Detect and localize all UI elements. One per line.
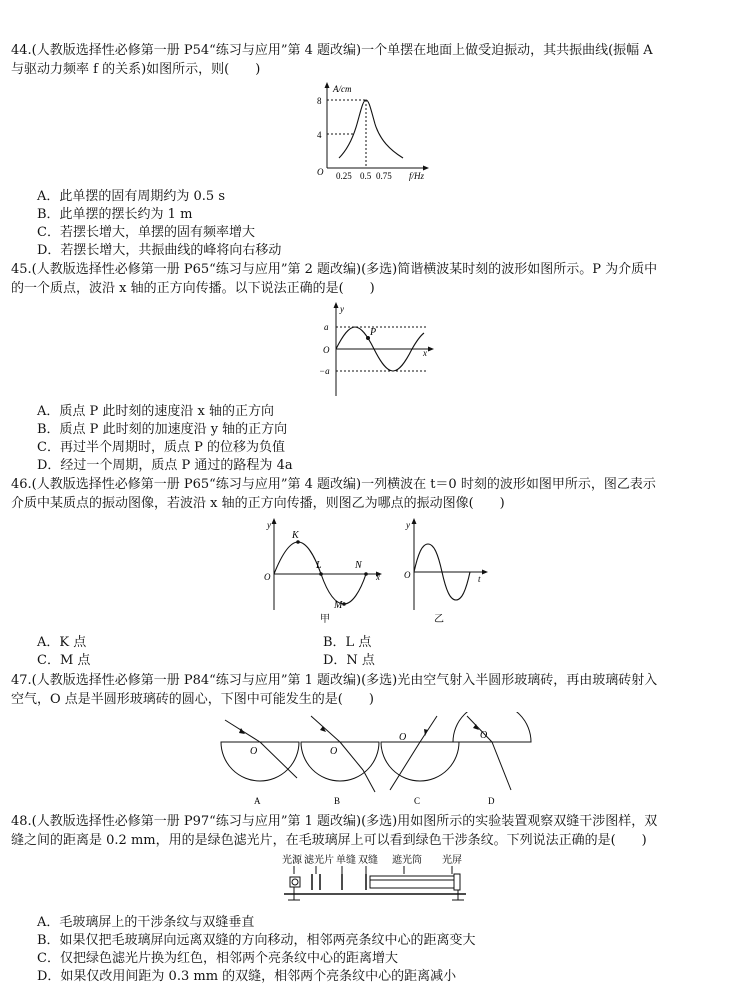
q48-option-d: D．如果仅改用间距为 0.3 mm 的双缝，相邻两个亮条纹中心的距离减小 — [37, 969, 457, 984]
q44-option-c: C．若摆长增大，单摆的固有频率增大 — [37, 225, 255, 240]
x-axis-label: f/Hz — [409, 171, 425, 181]
label-b: B — [334, 796, 341, 806]
caption-jia: 甲 — [320, 614, 330, 625]
q48-option-c: C．仅把绿色滤光片换为红色，相邻两个亮条纹中心的距离增大 — [37, 951, 398, 966]
label-screen: 光屏 — [442, 855, 462, 866]
light-tube — [370, 876, 454, 888]
q48-double-slit-apparatus — [280, 852, 470, 908]
y-axis-label: y — [340, 304, 344, 314]
q45-stem-line1: 45.(人教版选择性必修第一册 P65“练习与应用”第 2 题改编)(多选)简谐横波某时刻的波形如图所示。P 为介质中 — [11, 262, 658, 277]
q45-option-c: C．再过半个周期时，质点 P 的位移为负值 — [37, 440, 285, 455]
center-o-d: O — [480, 730, 488, 741]
q44-option-a: A．此单摆的固有周期约为 0.5 s — [37, 189, 225, 204]
center-o-b: O — [330, 746, 338, 757]
amp-neg-label: −a — [319, 366, 330, 376]
x-tick-05: 0.5 — [360, 171, 372, 181]
center-o-c: O — [399, 732, 407, 743]
label-a: A — [254, 796, 261, 806]
q45-option-a: A．质点 P 此时刻的速度沿 x 轴的正方向 — [37, 404, 274, 419]
q45-option-d: D．经过一个周期，质点 P 通过的路程为 4a — [37, 458, 293, 473]
label-single-slit: 单缝 — [336, 855, 356, 866]
q44-option-b: B．此单摆的摆长约为 1 m — [37, 207, 193, 222]
center-o-a: O — [250, 746, 258, 757]
glass-block-a — [221, 742, 299, 781]
q46-option-c: C．M 点 — [37, 653, 91, 668]
glass-block-c — [381, 742, 459, 781]
point-p-label: P — [370, 327, 377, 338]
q46-stem-line1: 46.(人教版选择性必修第一册 P65“练习与应用”第 4 题改编)一列横波在 t＝0 时刻的波形如图甲所示，图乙表示 — [11, 477, 656, 492]
q46-vibration-graph-b — [398, 514, 498, 626]
y-tick-8: 8 — [317, 96, 322, 106]
q47-stem-line1: 47.(人教版选择性必修第一册 P84“练习与应用”第 1 题改编)(多选)光由空气射入半圆形玻璃砖，再由玻璃砖射入 — [11, 673, 658, 688]
label-d: D — [488, 796, 495, 806]
q45-stem-line2: 的一个质点，波沿 x 轴的正方向传播。以下说法正确的是( ) — [11, 281, 375, 296]
q46-stem-line2: 介质中某质点的振动图像，若波沿 x 轴的正方向传播，则图乙为哪点的振动图像( ) — [11, 496, 505, 511]
q44-stem-line1: 44.(人教版选择性必修第一册 P54“练习与应用”第 4 题改编)一个单摆在地面上做受迫振动，其共振曲线(振幅 A — [11, 43, 653, 58]
glass-block-d — [453, 712, 531, 742]
y-axis-label: A/cm — [333, 84, 352, 94]
origin-label: O — [264, 572, 271, 582]
x-tick-075: 0.75 — [376, 171, 392, 181]
label-c: C — [414, 796, 421, 806]
x-tick-025: 0.25 — [336, 171, 352, 181]
q44-resonance-curve — [305, 80, 435, 182]
q48-option-b: B．如果仅把毛玻璃屏向远离双缝的方向移动，相邻两亮条纹中心的距离变大 — [37, 933, 476, 948]
origin-label: O — [323, 345, 330, 355]
y-axis-label: y — [406, 520, 410, 530]
origin-label: O — [317, 167, 324, 177]
point-m-label: M — [334, 600, 343, 611]
q48-option-a: A．毛玻璃屏上的干涉条纹与双缝垂直 — [37, 915, 255, 930]
label-filter: 滤光片 — [304, 855, 334, 866]
q46-option-b: B．L 点 — [323, 635, 372, 650]
point-k-label: K — [292, 530, 299, 541]
y-axis-label: y — [267, 520, 271, 530]
origin-label: O — [404, 570, 411, 580]
label-light-tube: 遮光筒 — [392, 855, 422, 866]
q45-option-b: B．质点 P 此时刻的加速度沿 y 轴的正方向 — [37, 422, 288, 437]
point-n-label: N — [355, 560, 362, 571]
point-l-label: L — [316, 560, 322, 571]
caption-yi: 乙 — [434, 614, 444, 625]
label-light-source: 光源 — [282, 855, 302, 866]
q44-stem-line2: 与驱动力频率 f 的关系)如图所示，则( ) — [11, 62, 261, 77]
q46-option-a: A．K 点 — [37, 635, 87, 650]
q46-wave-graph-a — [258, 514, 388, 626]
y-tick-4: 4 — [317, 130, 322, 140]
q47-refraction-diagrams — [215, 712, 535, 808]
resonance-curve — [339, 100, 403, 158]
q47-stem-line2: 空气，O 点是半圆形玻璃砖的圆心，下图中可能发生的是( ) — [11, 692, 374, 707]
q45-wave-graph — [310, 300, 440, 400]
q48-stem-line1: 48.(人教版选择性必修第一册 P97“练习与应用”第 1 题改编)(多选)用如图所示的实验装置观察双缝干涉图样，双 — [11, 814, 658, 829]
viewing-screen — [454, 874, 460, 890]
q48-stem-line2: 缝之间的距离是 0.2 mm，用的是绿色滤光片，在毛玻璃屏上可以看到绿色干涉条纹。下列说法正确的是( ) — [11, 833, 647, 848]
t-axis-label: t — [478, 574, 481, 584]
label-double-slit: 双缝 — [358, 855, 378, 866]
glass-block-b — [301, 742, 379, 781]
q46-option-d: D．N 点 — [323, 653, 375, 668]
amp-pos-label: a — [324, 322, 329, 332]
q44-option-d: D．若摆长增大，共振曲线的峰将向右移动 — [37, 243, 282, 258]
x-axis-label: x — [423, 348, 427, 358]
x-axis-label: x — [376, 572, 380, 582]
